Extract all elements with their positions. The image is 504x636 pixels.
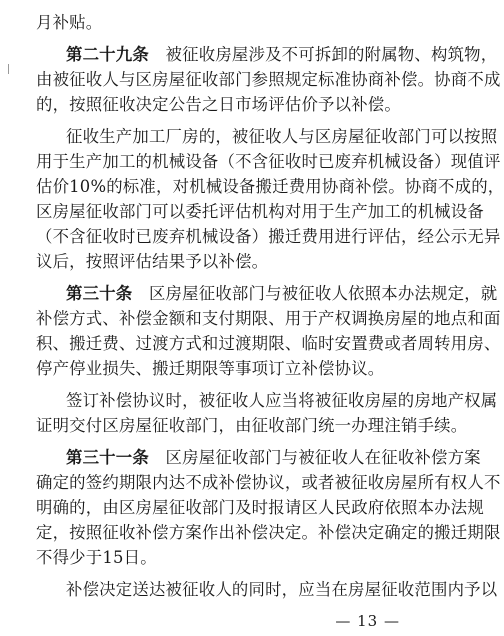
page-number: — 13 — — [335, 612, 400, 630]
text-line: 议后，按照评估结果予以补偿。 — [36, 252, 269, 271]
text-line: 的，按照征收决定公告之日市场评估价予以补偿。 — [36, 95, 401, 114]
text-line: 补偿决定送达被征收人的同时，应当在房屋征收范围内予以 — [66, 580, 498, 599]
text-line: 区房屋征收部门与被征收人依照本办法规定，就 — [148, 284, 498, 303]
text-line: 补偿方式、补偿金额和支付期限、用于产权调换房屋的地点和面 — [36, 309, 501, 328]
text-line: 月补贴。 — [36, 13, 103, 32]
text-line: 被征收房屋涉及不可拆卸的附属物、构筑物， — [165, 45, 498, 64]
text-line: 区房屋征收部门与被征收人在征收补偿方案 — [165, 448, 481, 467]
text-line: （不含征收时已废弃机械设备）搬迁费用进行评估，经公示无异 — [36, 227, 501, 246]
document-page — [36, 10, 504, 602]
article-30-heading: 第三十条 — [66, 284, 133, 303]
text-line: 定，按照征收补偿方案作出补偿决定。补偿决定确定的搬迁期限 — [36, 523, 501, 542]
article-31-heading: 第三十一条 — [66, 448, 149, 467]
text-line: 征收生产加工厂房的，被征收人与区房屋征收部门可以按照 — [66, 127, 498, 146]
article-29-heading: 第二十九条 — [66, 45, 149, 64]
text-line: 估价10%的标准，对机械设备搬迁费用协商补偿。协商不成的， — [36, 177, 504, 196]
text-line: 积、搬迁费、过渡方式和过渡期限、临时安置费或者周转用房、 — [36, 334, 501, 353]
text-line: 不得少于15日。 — [36, 548, 157, 567]
article-30-first-line — [36, 281, 498, 306]
margin-mark — [8, 64, 9, 74]
text-line: 区房屋征收部门可以委托评估机构对用于生产加工的机械设备 — [36, 202, 484, 221]
article-31-first-line — [36, 445, 481, 470]
text-line: 确定的签约期限内达不成补偿协议，或者被征收房屋所有权人不 — [36, 473, 501, 492]
text-line: 签订补偿协议时，被征收人应当将被征收房屋的房地产权属 — [66, 391, 498, 410]
text-line: 由被征收人与区房屋征收部门参照规定标准协商补偿。协商不成 — [36, 70, 501, 89]
text-line: 停产停业损失、搬迁期限等事项订立补偿协议。 — [36, 359, 385, 378]
text-line: 证明交付区房屋征收部门，由征收部门统一办理注销手续。 — [36, 416, 468, 435]
text-line: 明确的，由区房屋征收部门及时报请区人民政府依照本办法规 — [36, 498, 484, 517]
text-line: 用于生产加工的机械设备（不含征收时已废弃机械设备）现值评 — [36, 152, 501, 171]
article-29-first-line — [36, 42, 498, 67]
